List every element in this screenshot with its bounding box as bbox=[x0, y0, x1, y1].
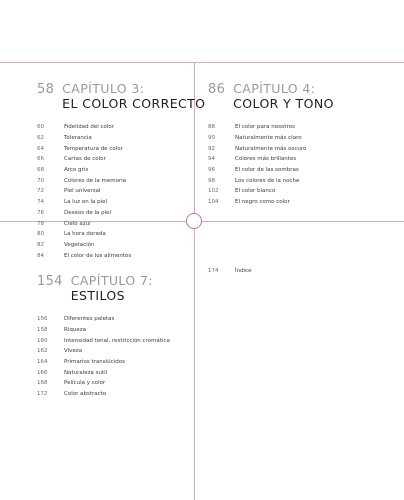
chapter-label: CAPÍTULO 7: bbox=[70, 273, 153, 288]
index-section bbox=[208, 266, 252, 277]
index-title: Índice bbox=[235, 268, 252, 275]
toc-entry: 76 Deseos de la piel bbox=[37, 209, 112, 216]
toc-entry: 104 El negro como color bbox=[208, 199, 290, 206]
toc-entry: 102 El color blanco bbox=[208, 188, 276, 195]
toc-entry: 88 El color para nosotros bbox=[208, 124, 295, 131]
chapter-title: EL COLOR CORRECTO bbox=[62, 96, 206, 111]
chapter-heading bbox=[208, 82, 334, 111]
toc-entry: 70 Colores de la memoria bbox=[37, 177, 127, 184]
toc-list bbox=[37, 122, 205, 261]
toc-list bbox=[37, 314, 170, 400]
toc-list bbox=[208, 122, 334, 208]
toc-entry: 160 Intensidad tonal, restricción cromática bbox=[37, 337, 170, 344]
chapter-label: CAPÍTULO 4: bbox=[233, 81, 316, 96]
chapter-3 bbox=[37, 82, 205, 261]
toc-entry: 156 Diferentes paletas bbox=[37, 316, 115, 323]
chapter-page-number: 58 bbox=[37, 82, 55, 97]
chapter-4 bbox=[208, 82, 334, 208]
top-guide-line bbox=[0, 62, 404, 63]
toc-entry: 98 Los colores de la noche bbox=[208, 177, 300, 184]
toc-entry: 84 El color de los alimentos bbox=[37, 252, 132, 259]
toc-entry: 66 Cartas de color bbox=[37, 156, 106, 163]
chapter-page-number: 86 bbox=[208, 82, 226, 97]
toc-entry: 162 Viveza bbox=[37, 348, 83, 355]
chapter-heading bbox=[37, 274, 170, 303]
toc-entry: 82 Vegetación bbox=[37, 241, 95, 248]
toc-entry: 96 El color de las sombras bbox=[208, 167, 299, 174]
toc-entry: 168 Película y color bbox=[37, 380, 106, 387]
toc-entry: 94 Colores más brillantes bbox=[208, 156, 297, 163]
toc-entry: 158 Riqueza bbox=[37, 327, 86, 334]
index-page-number: 174 bbox=[208, 268, 219, 275]
toc-entry: 78 Cielo azul bbox=[37, 220, 91, 227]
toc-entry: 80 La hora dorada bbox=[37, 231, 106, 238]
chapter-heading bbox=[37, 82, 205, 111]
toc-entry: 62 Tolerancia bbox=[37, 135, 92, 142]
toc-entry: 92 Naturalmente más oscuro bbox=[208, 145, 307, 152]
toc-entry: 72 Piel universal bbox=[37, 188, 101, 195]
chapter-page-number: 154 bbox=[37, 274, 63, 289]
toc-entry: 164 Primarios translúcidos bbox=[37, 359, 125, 366]
chapter-label: CAPÍTULO 3: bbox=[62, 81, 145, 96]
toc-entry: 74 La luz en la piel bbox=[37, 199, 108, 206]
toc-entry: 68 Arco gris bbox=[37, 167, 89, 174]
toc-entry: 64 Temperatura de color bbox=[37, 145, 123, 152]
toc-entry: 166 Naturaleza sutil bbox=[37, 369, 108, 376]
toc-entry: 60 Fidelidad del color bbox=[37, 124, 115, 131]
chapter-7 bbox=[37, 274, 170, 400]
toc-entry-index bbox=[208, 266, 252, 277]
chapter-title: ESTILOS bbox=[70, 288, 125, 303]
toc-entry: 90 Naturalmente más claro bbox=[208, 135, 302, 142]
chapter-title: COLOR Y TONO bbox=[233, 96, 334, 111]
toc-entry: 172 Color abstracto bbox=[37, 391, 107, 398]
